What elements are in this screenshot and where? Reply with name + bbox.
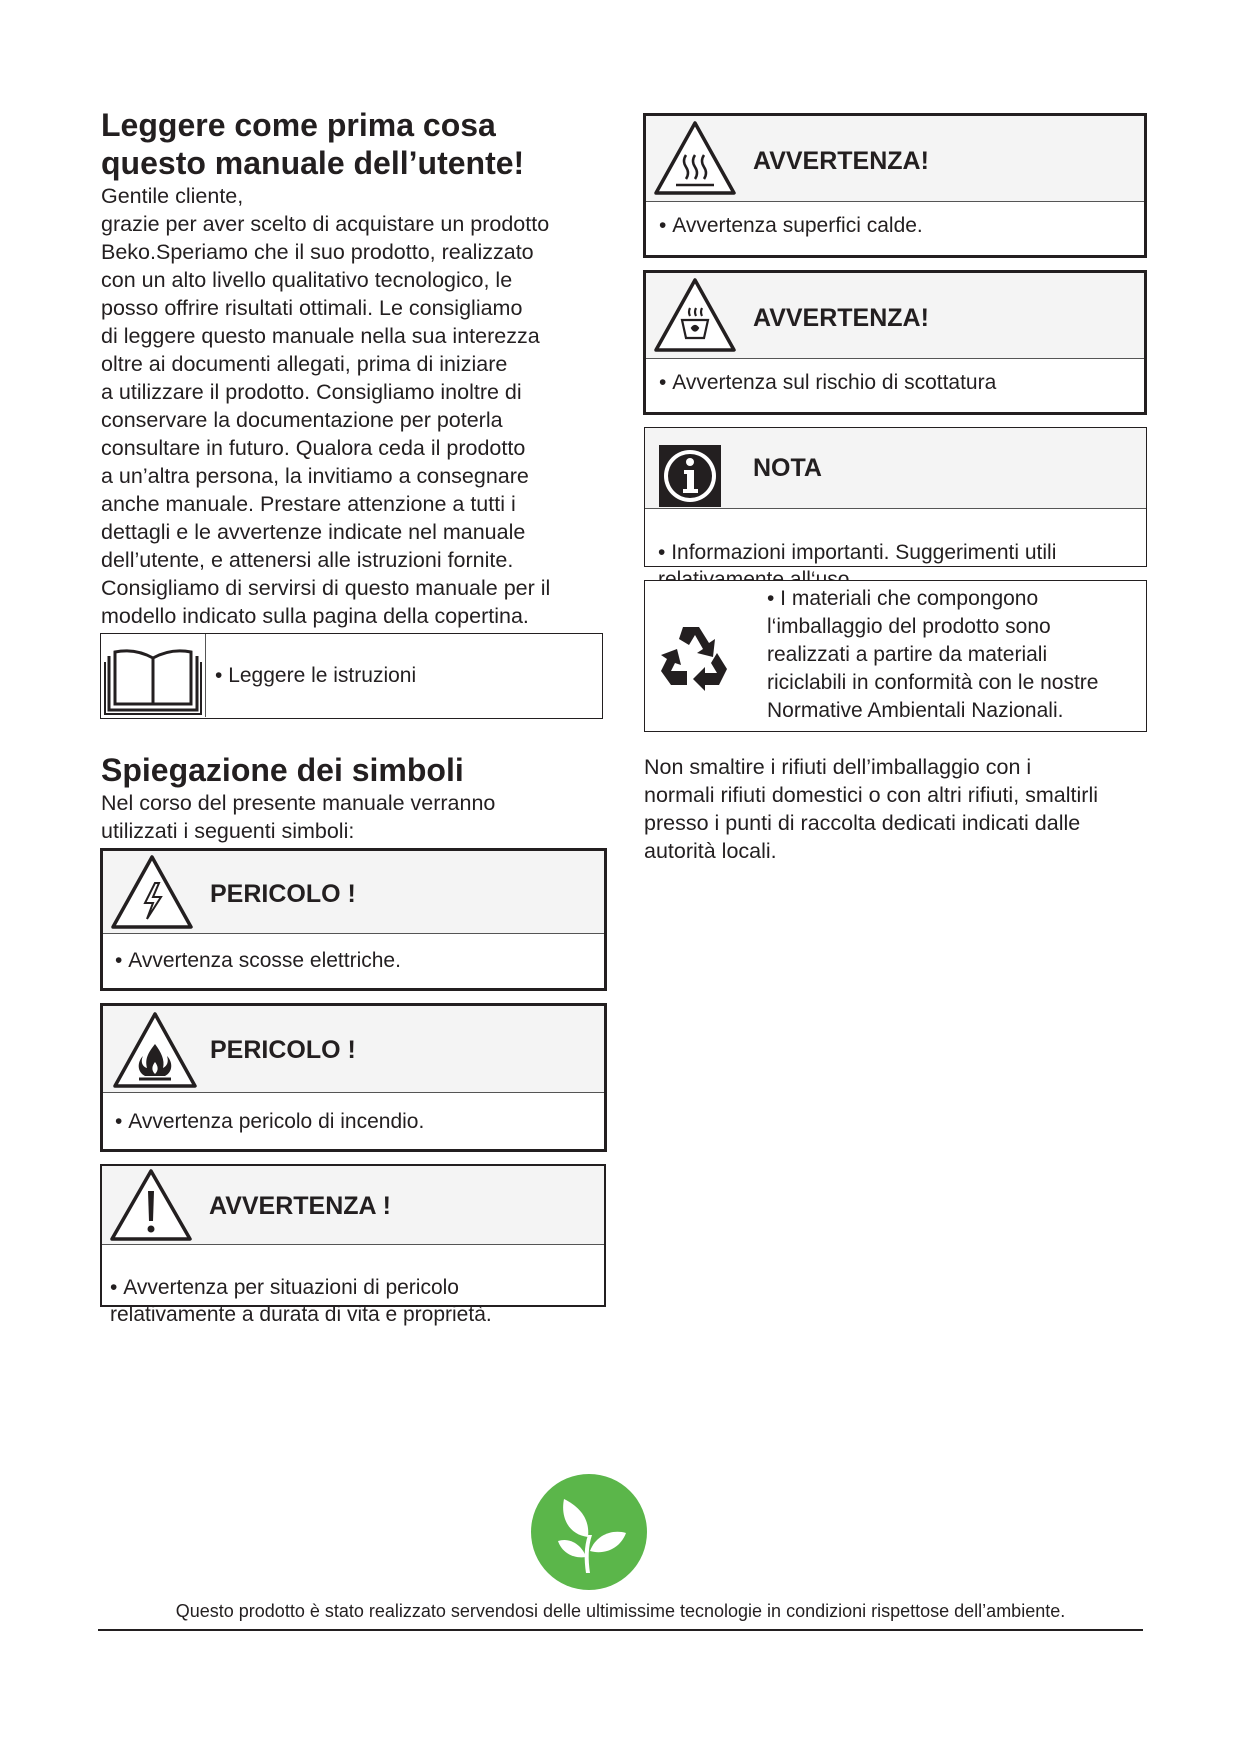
general-warning-box (100, 1164, 606, 1326)
danger-electric-text: • Avvertenza scosse elettriche. (115, 947, 401, 974)
danger-fire-label: PERICOLO ! (210, 1036, 356, 1064)
fire-hazard-icon (111, 1010, 199, 1095)
footer-text: Questo prodotto è stato realizzato servendosi delle ultimissime tecnologie in condizioni rispettose dell’ambiente. (175, 1601, 1066, 1621)
disposal-paragraph: Non smaltire i rifiuti dell’imballaggio con i normali rifiuti domestici o con altri rifiuti, smaltirli presso i punti di raccolta dedicati indicati dalle autorità locali. (644, 755, 1098, 863)
hot-surface-text: • Avvertenza superfici calde. (659, 212, 923, 239)
read-instructions-box (100, 633, 603, 719)
scald-text: • Avvertenza sul rischio di scottatura (659, 369, 996, 396)
intro-greeting: Gentile cliente, (101, 184, 244, 208)
symbols-subtitle: Nel corso del presente manuale verranno utilizzati i seguenti simboli: (101, 791, 496, 843)
scald-box (643, 270, 1147, 415)
general-warning-label: AVVERTENZA ! (209, 1192, 391, 1220)
eco-logo (530, 1473, 648, 1596)
danger-electric-label: PERICOLO ! (210, 880, 356, 908)
general-warning-text: • Avvertenza per situazioni di pericolo relativamente a durata di vita e proprietà. (110, 1276, 492, 1326)
intro-title-line2: questo manuale dell’utente! (101, 145, 525, 181)
book-icon (101, 634, 206, 717)
exclamation-warning-icon (108, 1167, 194, 1248)
footer-rule (98, 1629, 1143, 1631)
note-box (644, 427, 1147, 567)
danger-fire-text: • Avvertenza pericolo di incendio. (115, 1108, 424, 1135)
hot-surface-icon (652, 119, 738, 204)
electric-hazard-icon (109, 853, 195, 936)
intro-title (101, 106, 621, 182)
intro-paragraph: grazie per aver scelto di acquistare un prodotto Beko.Speriamo che il suo prodotto, realizzato con un alto livello qualitativo tecnologico, le posso offrire risultati ottimali. Le consigliamo di leggere questo manuale nella sua interezza oltre ai documenti allegati, prima di iniziare a utilizzare il prodotto. Consigliamo inoltre di conservare la documentazione per poterla consultare in futuro. Qualora ceda il prodotto a un’altra persona, la invitiamo a consegnare anche manuale. Prestare attenzione a tutti i dettagli e le avvertenze indicate nel manuale dell’utente, e attenersi alle istruzioni fornite. Consigliamo di servirsi di questo manuale per il modello indicato sulla pagina della copertina. (101, 212, 551, 628)
danger-electric-box (100, 848, 607, 991)
scald-label: AVVERTENZA! (753, 304, 929, 332)
symbols-title: Spiegazione dei simboli (101, 752, 464, 788)
note-label: NOTA (753, 454, 822, 482)
hot-surface-box (643, 113, 1147, 258)
scald-warning-icon (652, 276, 738, 361)
intro-title-line1: Leggere come prima cosa (101, 107, 496, 143)
danger-fire-box (100, 1003, 607, 1152)
recycle-box (644, 580, 1147, 732)
symbols-section (101, 751, 621, 845)
note-text: • Informazioni importanti. Suggerimenti utili (658, 541, 1056, 591)
info-icon (659, 445, 721, 512)
recycle-icon (657, 623, 731, 698)
read-instructions-text: • Leggere le istruzioni (215, 664, 416, 687)
hot-surface-label: AVVERTENZA! (753, 147, 929, 175)
intro-section (101, 106, 621, 630)
recycle-text: • I materiali che compongono l‘imballaggio del prodotto sono realizzati a partire da materiali riciclabili in conformità con le nostre Normative Ambientali Nazionali. (767, 587, 1099, 722)
